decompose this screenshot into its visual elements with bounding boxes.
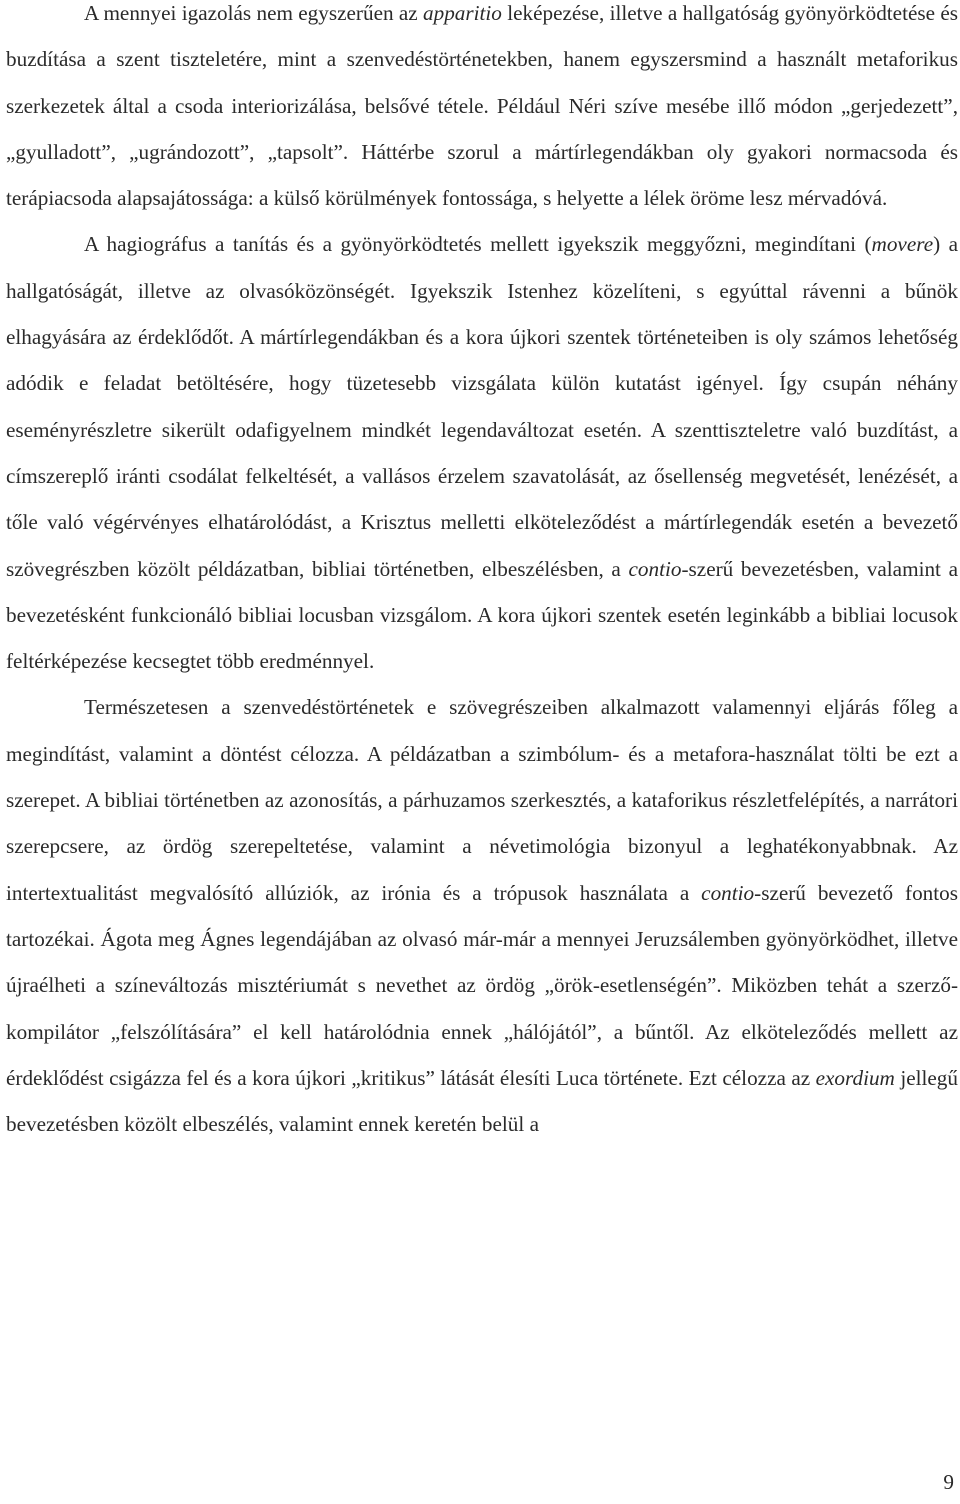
italic-term: contio (628, 556, 682, 581)
text-run: -szerű bevezető fontos tartozékai. Ágota meg Ágnes legendájában az olvasó már-már a mennyei Jeruzsálemben gyönyörködhet, illetve újraélheti a színeváltozás misztériumát s nevethet az ördög „örök-esetlenségén”. Miközben tehát a szerző-kompilátor „felszólítására” el kell határolódnia ennek „hálójától”, a bűntől. Az elköteleződés mellett az érdeklődést csigázza fel és a kora újkori „kritikus” látását élesíti Luca története. Ezt célozza az (6, 880, 958, 1090)
text-run: -szerű bevezetésben, valamint a bevezetésként funkcionáló bibliai locusban vizsgálom. A kora újkori szentek esetén leginkább a bibliai locusok feltérképezése kecsegtet több eredménnyel. (6, 556, 958, 674)
italic-term: movere (871, 232, 934, 257)
text-run: Természetesen a szenvedéstörténetek e szövegrészeiben alkalmazott valamennyi eljárás főleg a megindítást, valamint a döntést célozza. A példázatban a szimbólum- és a metafora-használat tölti be ezt a szerepet. A bibliai történetben az azonosítás, a párhuzamos szerkesztés, a kataforikus részletfelépítés, a narrátori szerepcsere, az ördög szerepeltetése, valamint a névetimológia bizonyul a leghatékonyabbnak. Az intertextualitást megvalósító allúziók, az irónia és a trópusok használata a (6, 695, 958, 905)
text-run: A hagiográfus a tanítás és a gyönyörködtetés mellett igyekszik meggyőzni, megindítani ( (84, 232, 872, 257)
italic-term: apparitio (423, 1, 502, 25)
text-run: A mennyei igazolás nem egyszerűen az (84, 1, 424, 25)
italic-term: contio (701, 880, 755, 905)
paragraph-2 (6, 221, 958, 684)
text-run: ) a hallgatóságát, illetve az olvasóközönségét. Igyekszik Istenhez közelíteni, s egyúttal rávenni a bűnök elhagyására az érdeklődőt. A mártírlegendákban és a kora újkori szentek történeteiben is oly számos lehetőség adódik e feladat betöltésére, hogy tüzetesebb vizsgálata külön kutatást igényel. Így csupán néhány eseményrészletre sikerült odafigyelnem mindkét legendaváltozat esetén. A szenttiszteletre való buzdítást, a címszereplő iránti csodálat felkeltését, a vallásos érzelem szavatolását, az ősellenség megvetését, lenézését, a tőle való végérvényes elhatárolódást, a Krisztus melletti elköteleződést a mártírlegendák esetén a bevezető szövegrészben közölt példázatban, bibliai történetben, elbeszélésben, a (6, 232, 958, 581)
text-run: jellegű bevezetésben közölt elbeszélés, valamint ennek keretén belül a (6, 1065, 958, 1137)
paragraph-3 (6, 684, 958, 1147)
document-page (6, 0, 958, 1147)
paragraph-1 (6, 0, 958, 221)
text-run: leképezése, illetve a hallgatóság gyönyörködtetése és buzdítása a szent tiszteletére, mint a szenvedéstörténetekben, hanem egyszersmind a használt metaforikus szerkezetek által a csoda interiorizálása, belsővé tétele. Például Néri szíve mesébe illő módon „gerjedezett”, „gyulladott”, „ugrándozott”, „tapsolt”. Háttérbe szorul a mártírlegendákban oly gyakori normacsoda és terápiacsoda alapsajátossága: a külső körülmények fontossága, s helyette a lélek öröme lesz mérvadóvá. (6, 1, 958, 211)
italic-term: exordium (815, 1065, 895, 1090)
page-number: 9 (943, 1470, 954, 1494)
